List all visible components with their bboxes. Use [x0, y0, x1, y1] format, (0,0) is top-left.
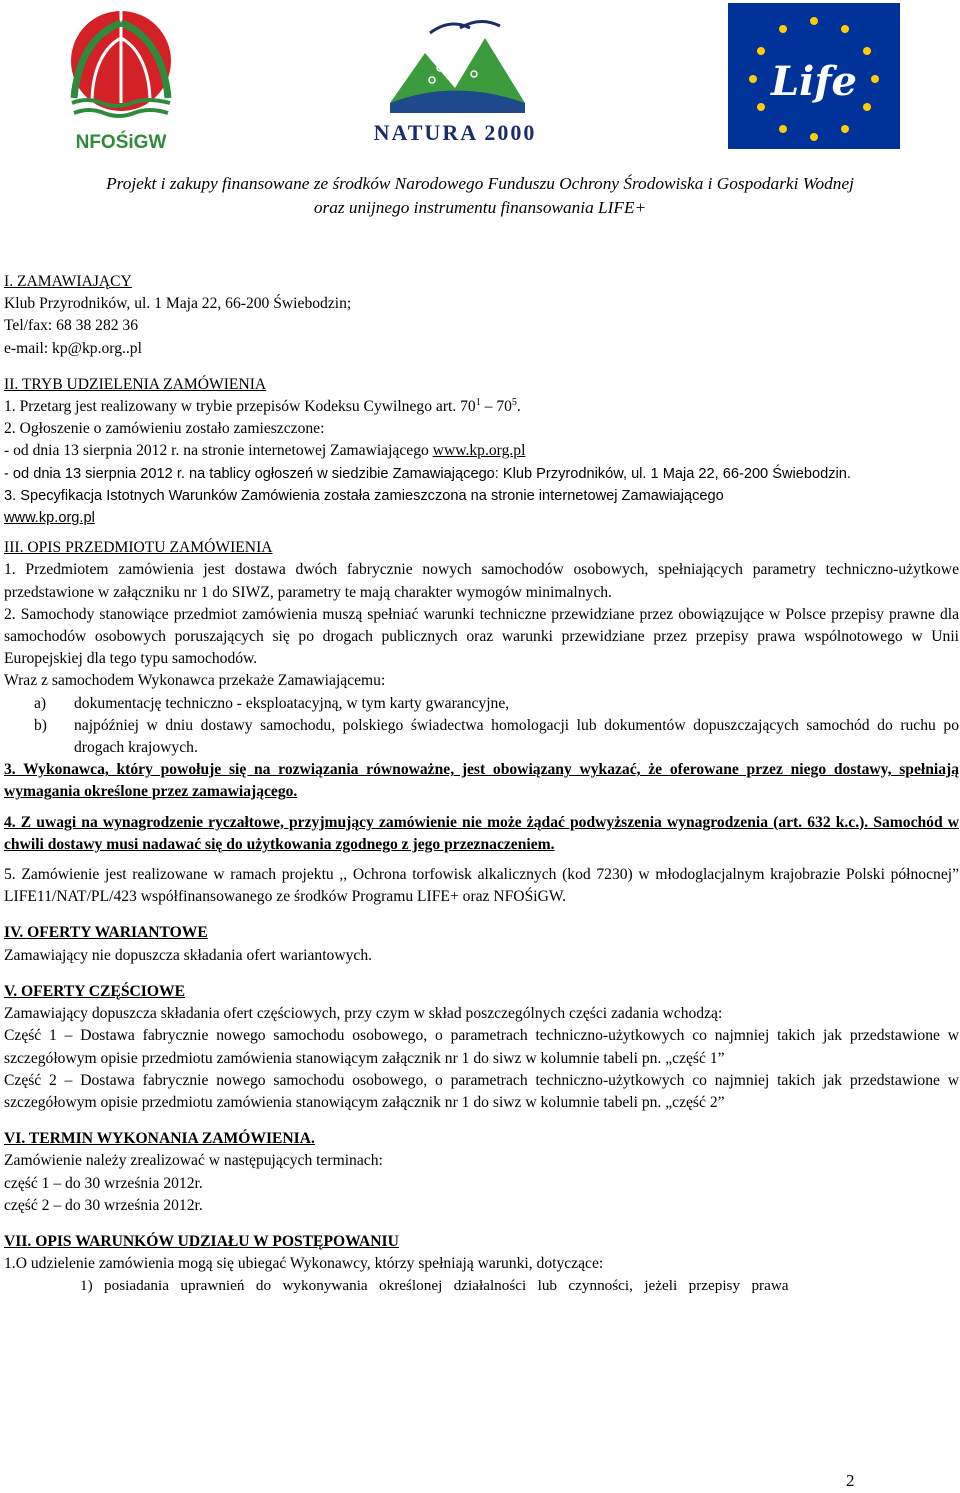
subject-item-5: 5. Zamówienie jest realizowane w ramach projektu ,, Ochrona torfowisk alkalicznych (kod 7230) w młodoglacjalnym krajobrazie Polski północnej” LIFE11/NAT/PL/423 współfinansowanego ze środków Programu LIFE+ oraz NFOŚiGW.	[4, 866, 959, 906]
subject-item-1: 1. Przedmiotem zamówienia jest dostawa dwóch fabrycznie nowych samochodów osobowych, spełniających parametry techniczno-użytkowe przedstawione w załączniku nr 1 do SIWZ, parametry te mają charakter wymogów minimalnych.	[4, 561, 959, 601]
contact-email: e-mail: kp@kp.org..pl	[4, 339, 142, 357]
nfosigw-logo-text: NFOŚiGW	[75, 132, 167, 153]
variant-offers-text: Zamawiający nie dopuszcza składania ofert wariantowych.	[4, 946, 373, 964]
deadline-part-2: część 2 – do 30 września 2012r.	[4, 1196, 203, 1214]
section-4-title: IV. OFERTY WARIANTOWE	[4, 924, 208, 942]
section-1-title: I. ZAMAWIAJĄCY	[4, 273, 132, 290]
life-logo-text: Life	[771, 58, 857, 105]
conditions-item-1: 1) posiadania uprawnień do wykonywania określonej działalności lub czynności, jeżeli przepisy prawa	[80, 1277, 789, 1295]
conditions-intro: 1.O udzielenie zamówienia mogą się ubiegać Wykonawcy, którzy spełniają warunki, dotyczące:	[4, 1255, 604, 1273]
section-5-title: V. OFERTY CZĘŚCIOWE	[4, 982, 185, 1000]
header-line-1: Projekt i zakupy finansowane ze środków Narodowego Funduszu Ochrony Środowiska i Gospodarki Wodnej	[106, 174, 854, 193]
procedure-item-2-website: - od dnia 13 sierpnia 2012 r. na stronie internetowej Zamawiającego www.kp.org.pl	[4, 442, 526, 460]
section-7-title: VII. OPIS WARUNKÓW UDZIAŁU W POSTĘPOWANIU	[4, 1232, 399, 1250]
procedure-item-3: 3. Specyfikacja Istotnych Warunków Zamówienia została zamieszczona na stronie internetowej Zamawiającego	[4, 487, 724, 504]
list-item-a: a) dokumentację techniczno - eksploatacyjną, w tym karty gwarancyjne,	[34, 694, 510, 712]
part-1-description: Część 1 – Dostawa fabrycznie nowego samochodu osobowego, o parametrach techniczno-użytkowych co najmniej takich jak przedstawione w szczegółowym opisie przedmiotu zamówienia stanowiącym załącznik nr 1 do siwz w kolumnie tabeli pn. „część 1”	[4, 1027, 959, 1067]
document-body	[4, 271, 959, 1298]
procedure-item-2: 2. Ogłoszenie o zamówieniu zostało zamieszczone:	[4, 420, 325, 438]
part-2-description: Część 2 – Dostawa fabrycznie nowego samochodu osobowego, o parametrach techniczno-użytkowych co najmniej takich jak przedstawione w szczegółowym opisie przedmiotu zamówienia stanowiącym załącznik nr 1 do siwz w kolumnie tabeli pn. „część 2”	[4, 1071, 959, 1111]
deadline-part-1: część 1 – do 30 września 2012r.	[4, 1174, 203, 1192]
list-item-b: b) najpóźniej w dniu dostawy samochodu, polskiego świadectwa homologacji lub dokumentów dopuszczających samochód do ruchu po drogach krajowych.	[34, 716, 959, 757]
partial-offers-intro: Zamawiający dopuszcza składania ofert częściowych, przy czym w skład poszczególnych części zadania wchodzą:	[4, 1005, 723, 1023]
subject-item-3: 3. Wykonawca, który powołuje się na rozwiązania równoważne, jest obowiązany wykazać, że oferowane przez niego dostawy, spełniają wymagania określone przez zamawiającego.	[4, 761, 959, 801]
header-line-2: oraz unijnego instrumentu finansowania LIFE+	[313, 198, 647, 217]
subject-item-2: 2. Samochody stanowiące przedmiot zamówienia muszą spełniać warunki techniczne przewidziane przez obowiązujące w Polsce przepisy prawne dla samochodów osobowych poruszających się po drogach publicznych oraz warunki przewidziane przez przepisy prawa wspólnotowego w Unii Europejskiej dla tego typu samochodów.	[4, 605, 959, 668]
procedure-item-1: 1. Przetarg jest realizowany w trybie przepisów Kodeksu Cywilnego art. $70^1 - 70^5$.	[4, 396, 521, 416]
eu-life-logo	[728, 3, 900, 149]
subject-delivery-intro: Wraz z samochodem Wykonawca przekaże Zamawiającemu:	[4, 672, 386, 690]
natura-2000-logo	[370, 8, 540, 148]
section-2-title: II. TRYB UDZIELENIA ZAMÓWIENIA	[4, 375, 267, 393]
contact-address: Klub Przyrodników, ul. 1 Maja 22, 66-200 Świebodzin;	[4, 295, 352, 313]
page-number: 2	[846, 1471, 855, 1490]
siwz-website-link[interactable]: www.kp.org.pl	[4, 510, 95, 527]
deadline-intro: Zamówienie należy zrealizować w następujących terminach:	[4, 1152, 383, 1170]
natura-logo-text: NATURA 2000	[373, 120, 537, 145]
project-funding-header	[0, 172, 960, 220]
procedure-item-2-noticeboard: - od dnia 13 sierpnia 2012 r. na tablicy ogłoszeń w siedzibie Zamawiającego: Klub Przyrodników, ul. 1 Maja 22, 66-200 Świebodzin.	[4, 465, 851, 482]
website-link[interactable]: www.kp.org.pl	[432, 442, 526, 460]
contact-phone: Tel/fax: 68 38 282 36	[4, 317, 139, 335]
nfosigw-logo	[62, 3, 180, 153]
section-6-title: VI. TERMIN WYKONANIA ZAMÓWIENIA.	[4, 1130, 315, 1148]
section-3-title: III. OPIS PRZEDMIOTU ZAMÓWIENIA	[4, 539, 273, 557]
subject-item-4: 4. Z uwagi na wynagrodzenie ryczałtowe, przyjmujący zamówienie nie może żądać podwyższenia wynagrodzenia (art. 632 k.c.). Samochód w chwili dostawy musi nadawać się do użytkowania zgodnego z jego przeznaczeniem.	[4, 813, 959, 853]
